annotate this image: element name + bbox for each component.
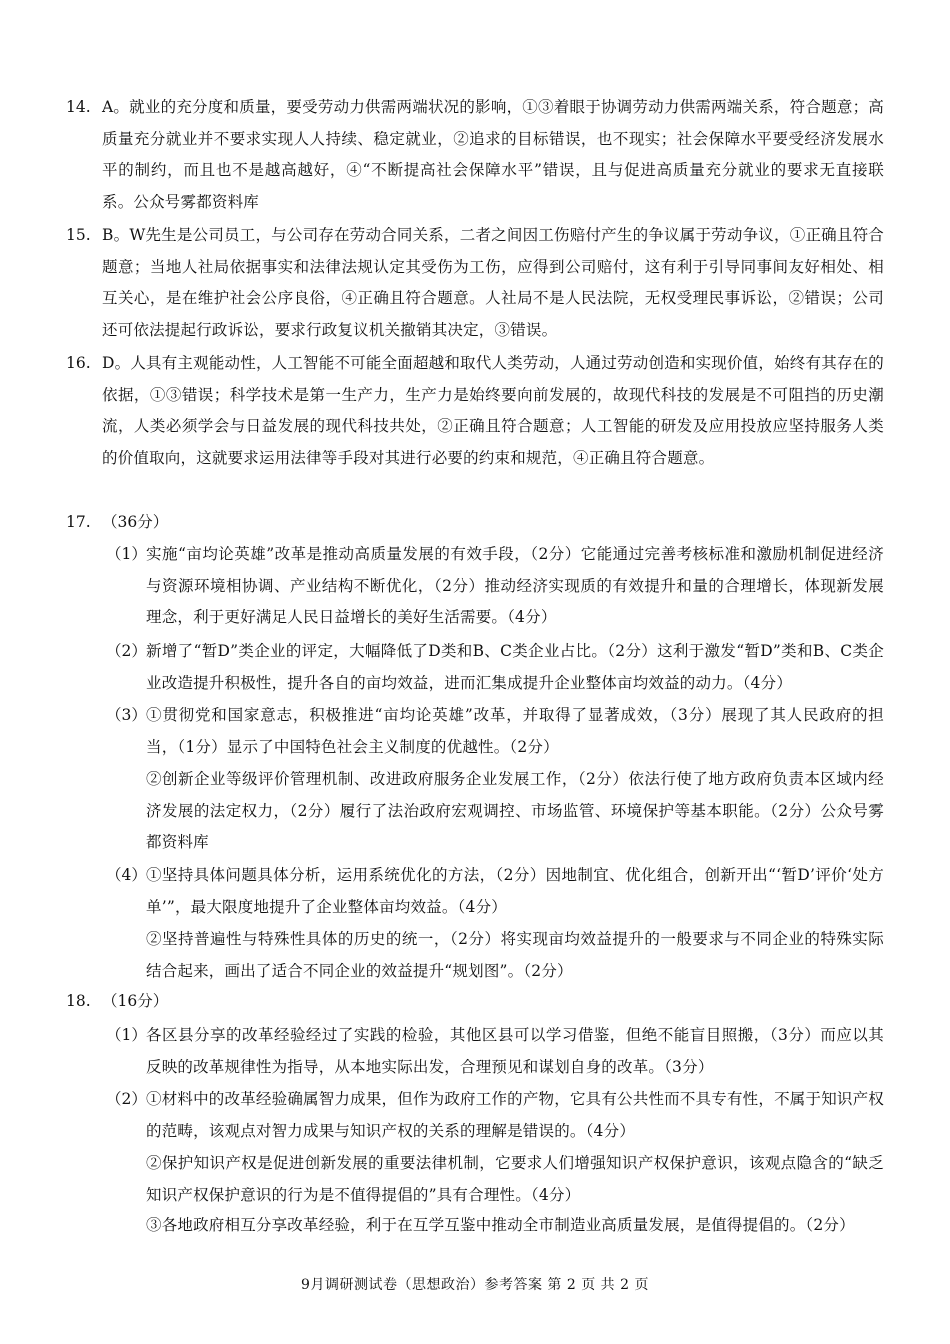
q16-answer: D。人具有主观能动性，人工智能不可能全面超越和取代人类劳动，人通过劳动创造和实现价值，始终有其存在的依据，①③错误；科学技术是第一生产力，生产力是始终要向前发展的，故现代科技的发展是不可阻挡的历史潮流，人类必须学会与日益发展的现代科技共处，②正确且符合题意；人工智能的研发及应用投放应坚持服务人类的价值取向，这就要求运用法律等手段对其进行必要的约束和规范，④正确且符合题意。 (102, 354, 884, 467)
q17-score: （36分） (102, 513, 169, 531)
q17-part1-label: （1） (106, 545, 147, 563)
q17-part2: 新增了“暂D”类企业的评定，大幅降低了D类和B、C类企业占比。（2分）这利于激发“暂D”类和B、C类企业改造提升积极性，提升各自的亩均效益，进而汇集成提升企业整体亩均效益的动力。（4分） (146, 642, 884, 692)
q18-part2-point3: ③各地政府相互分享改革经验，利于在互学互鉴中推动全市制造业高质量发展，是值得提倡的。（2分） (146, 1216, 855, 1234)
q17-part1: 实施“亩均论英雄”改革是推动高质量发展的有效手段，（2分）它能通过完善考核标准和激励机制促进经济与资源环境相协调、产业结构不断优化，（2分）推动经济实现质的有效提升和量的合理增长，体现新发展理念，利于更好满足人民日益增长的美好生活需要。（4分） (146, 545, 884, 627)
q17-part4-point2: ②坚持普遍性与特殊性具体的历史的统一，（2分）将实现亩均效益提升的一般要求与不同企业的特殊实际结合起来，画出了适合不同企业的效益提升“规划图”。（2分） (146, 930, 884, 980)
q14-number: 14. (66, 98, 91, 116)
q18-score: （16分） (102, 992, 169, 1010)
q14-answer: A。就业的充分度和质量，要受劳动力供需两端状况的影响，①③着眼于协调劳动力供需两端关系，符合题意；高质量充分就业并不要求实现人人持续、稳定就业，②追求的目标错误，也不现实；社会保障水平要受经济发展水平的制约，而且也不是越高越好，④“不断提高社会保障水平”错误，且与促进高质量充分就业的要求无直接联系。公众号雾都资料库 (102, 98, 884, 211)
q18-part2-label: （2） (106, 1090, 147, 1108)
q18-number: 18. (66, 992, 91, 1010)
q17-part3-point1: ①贯彻党和国家意志，积极推进“亩均论英雄”改革，并取得了显著成效，（3分）展现了其人民政府的担当，（1分）显示了中国特色社会主义制度的优越性。（2分） (146, 706, 884, 756)
q18-part2-point1: ①材料中的改革经验确属智力成果，但作为政府工作的产物，它具有公共性而不具专有性，不属于知识产权的范畴，该观点对智力成果与知识产权的关系的理解是错误的。（4分） (146, 1090, 884, 1140)
q15-number: 15. (66, 226, 91, 244)
q17-part3-label: （3） (106, 706, 147, 724)
page-footer: 9月调研测试卷（思想政治）参考答案 第 2 页 共 2 页 (301, 1277, 649, 1293)
q17-part4-label: （4） (106, 866, 147, 884)
q17-part3-point2: ②创新企业等级评价管理机制、改进政府服务企业发展工作，（2分）依法行使了地方政府负责本区域内经济发展的法定权力，（2分）履行了法治政府宏观调控、市场监管、环境保护等基本职能。（2分）公众号雾都资料库 (146, 770, 884, 852)
q17-number: 17. (66, 513, 91, 531)
q17-part4-point1: ①坚持具体问题具体分析，运用系统优化的方法，（2分）因地制宜、优化组合，创新开出“‘暂D’评价‘处方单’”，最大限度地提升了企业整体亩均效益。（4分） (146, 866, 884, 916)
q18-part1-label: （1） (106, 1026, 147, 1044)
q15-answer: B。W先生是公司员工，与公司存在劳动合同关系，二者之间因工伤赔付产生的争议属于劳动争议，①正确且符合题意；当地人社局依据事实和法律法规认定其受伤为工伤，应得到公司赔付，这有利于引导同事间友好相处、相互关心，是在维护社会公序良俗，④正确且符合题意。人社局不是人民法院，无权受理民事诉讼，②错误；公司还可依法提起行政诉讼，要求行政复议机关撤销其决定，③错误。 (102, 226, 884, 339)
q17-part2-label: （2） (106, 642, 147, 660)
q18-part1: 各区县分享的改革经验经过了实践的检验，其他区县可以学习借鉴，但绝不能盲目照搬，（3分）而应以其反映的改革规律性为指导，从本地实际出发，合理预见和谋划自身的改革。（3分） (146, 1026, 884, 1076)
q16-number: 16. (66, 354, 91, 372)
q18-part2-point2: ②保护知识产权是促进创新发展的重要法律机制，它要求人们增强知识产权保护意识，该观点隐含的“缺乏知识产权保护意识的行为是不值得提倡的”具有合理性。（4分） (146, 1154, 884, 1204)
